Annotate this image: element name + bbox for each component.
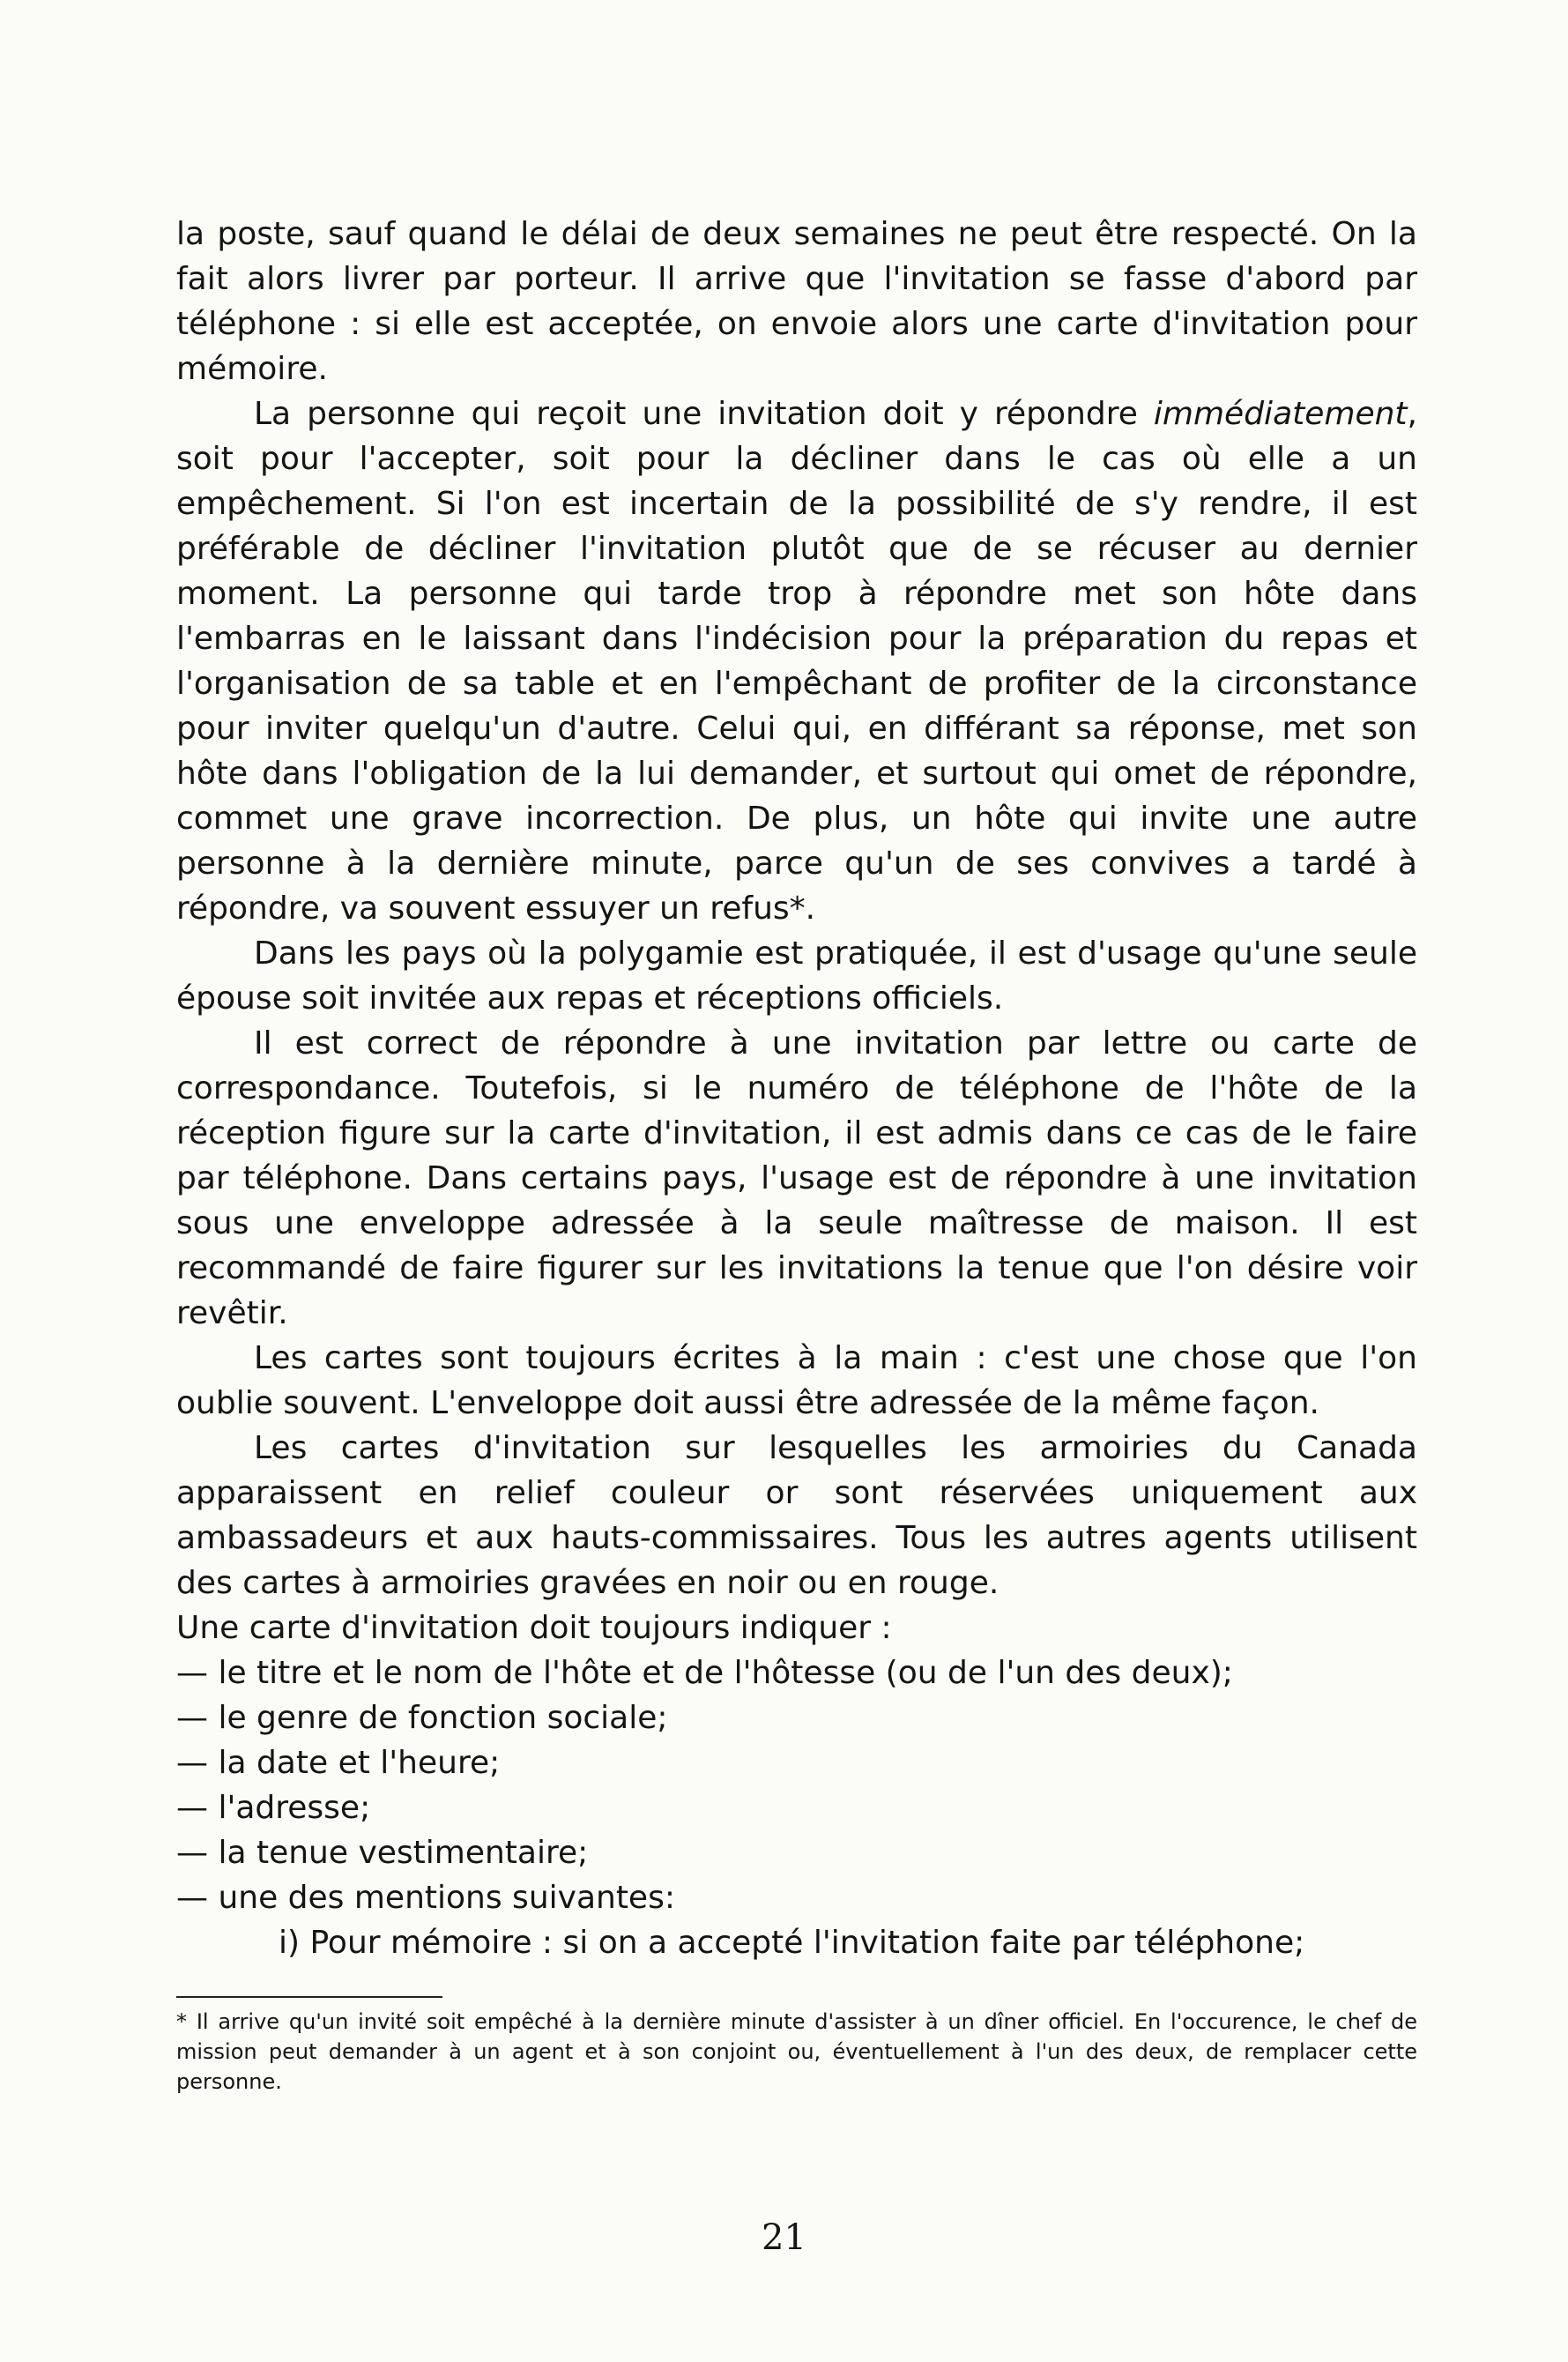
list-item: — le genre de fonction sociale; [176, 1700, 668, 1736]
body-text [176, 212, 1417, 1606]
list-item: — l'adresse; [176, 1790, 371, 1826]
paragraph-2-rest: , soit pour l'accepter, soit pour la décliner dans le cas où elle a un empêchement. Si l'on est incertain de la possibilité de s'y rendre, il est préférable de décliner l'invitation plutôt que de se récuser au dernier moment. La personne qui tarde trop à répondre met son hôte dans l'embarras en le laissant dans l'indécision pour la préparation du repas et l'organisation de sa table et en l'empêchant de profiter de la circonstance pour inviter quelqu'un d'autre. Celui qui, en différant sa réponse, met son hôte dans l'obligation de la lui demander, et surtout qui omet de répondre, commet une grave incorrection. De plus, un hôte qui invite une autre personne à la dernière minute, parce qu'un de ses convives a tardé à répondre, va souvent essuyer un refus*. [176, 396, 1417, 927]
paragraph-6: Les cartes d'invitation sur lesquelles les armoiries du Canada apparaissent en relief couleur or sont réservées uniquement aux ambassadeurs et aux hauts-commissaires. Tous les autres agents utilisent des cartes à armoiries gravées en noir ou en rouge. [176, 1430, 1417, 1601]
paragraph-5: Les cartes sont toujours écrites à la main : c'est une chose que l'on oublie souvent. L'enveloppe doit aussi être adressée de la même façon. [176, 1340, 1417, 1421]
list-item: — la date et l'heure; [176, 1745, 501, 1781]
list-item: — le titre et le nom de l'hôte et de l'hôtesse (ou de l'un des deux); [176, 1655, 1233, 1691]
emphasis-immediatement: immédiatement [1153, 396, 1408, 432]
list-item: — une des mentions suivantes: [176, 1880, 675, 1916]
page-number: 21 [762, 2217, 806, 2258]
page-content [176, 212, 1417, 1965]
requirements-list [176, 1650, 1417, 1920]
paragraph-4: Il est correct de répondre à une invitation par lettre ou carte de correspondance. Toutefois, si le numéro de téléphone de l'hôte de la réception figure sur la carte d'invitation, il est admis dans ce cas de le faire par téléphone. Dans certains pays, l'usage est de répondre à une invitation sous une enveloppe adressée à la seule maîtresse de maison. Il est recommandé de faire figurer sur les invitations la tenue que l'on désire voir revêtir. [176, 1025, 1417, 1331]
paragraph-1: la poste, sauf quand le délai de deux semaines ne peut être respecté. On la fait alors livrer par porteur. Il arrive que l'invitation se fasse d'abord par téléphone : si elle est acceptée, on envoie alors une carte d'invitation pour mémoire. [176, 216, 1417, 387]
list-item: — la tenue vestimentaire; [176, 1835, 589, 1871]
paragraph-3: Dans les pays où la polygamie est pratiquée, il est d'usage qu'une seule épouse soit invitée aux repas et réceptions officiels. [176, 935, 1417, 1017]
footnote-divider [176, 1996, 442, 1998]
sub-list-item: i) Pour mémoire : si on a accepté l'invitation faite par téléphone; [279, 1925, 1305, 1961]
footnote: * Il arrive qu'un invité soit empêché à la dernière minute d'assister à un dîner officiel. En l'occurence, le chef de mission peut demander à un agent et à son conjoint ou, éventuellement à l'un des deux, de remplacer cette personne. [176, 2009, 1417, 2094]
paragraph-2 [176, 391, 1417, 931]
paragraph-2-start: La personne qui reçoit une invitation doit y répondre [254, 396, 1154, 432]
list-intro: Une carte d'invitation doit toujours indiquer : [176, 1610, 892, 1646]
